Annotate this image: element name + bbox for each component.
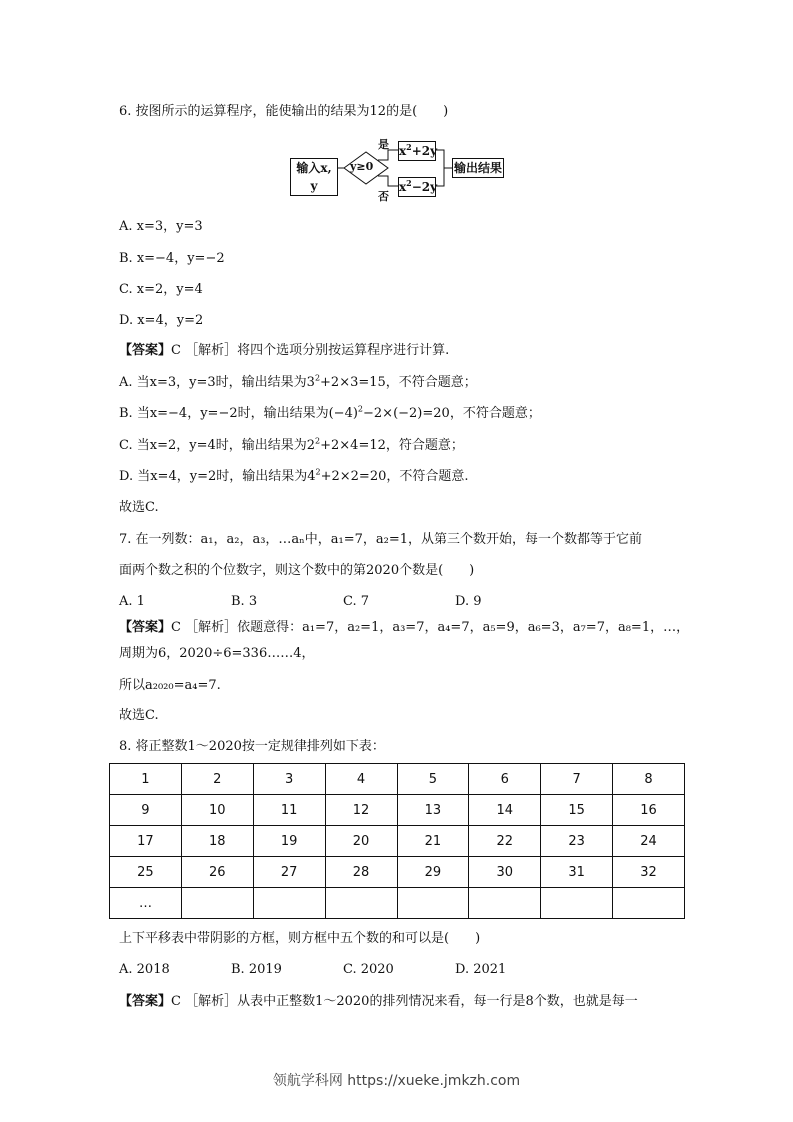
- table-cell: 3: [253, 764, 325, 795]
- table-cell: 5: [397, 764, 469, 795]
- output-box: 输出结果: [452, 158, 504, 178]
- table-cell: 6: [469, 764, 541, 795]
- table-cell: [469, 888, 541, 919]
- q8-stem: 8. 将正整数1～2020按一定规律排列如下表：: [119, 739, 385, 754]
- q7-option-b: B. 3: [231, 594, 258, 609]
- table-row: [110, 826, 685, 857]
- table-cell: 32: [613, 857, 685, 888]
- table-cell: 31: [541, 857, 613, 888]
- table-cell: 19: [253, 826, 325, 857]
- expr-no-box: $x^2-2y$: [398, 177, 436, 197]
- q6-option-a: A. x=3，y=3: [119, 219, 203, 234]
- q6-option-d: D. x=4，y=2: [119, 313, 204, 328]
- table-cell: 22: [469, 826, 541, 857]
- table-row: [110, 888, 685, 919]
- q8-option-b: B. 2019: [231, 962, 282, 977]
- table-cell: 9: [110, 795, 182, 826]
- table-cell: 29: [397, 857, 469, 888]
- q7-stem-2: 面两个数之积的个位数字，则这个数中的第2020个数是( ): [119, 563, 475, 578]
- footer-watermark: 领航学科网 https://xueke.jmkzh.com: [272, 1073, 521, 1089]
- table-cell: 15: [541, 795, 613, 826]
- table-cell: 13: [397, 795, 469, 826]
- q6-option-b: B. x=−4，y=−2: [119, 251, 225, 266]
- table-row: [110, 795, 685, 826]
- table-row: [110, 764, 685, 795]
- table-cell: 11: [253, 795, 325, 826]
- q8-option-d: D. 2021: [455, 962, 507, 977]
- table-cell: 17: [110, 826, 182, 857]
- table-cell: 21: [397, 826, 469, 857]
- table-cell: …: [110, 888, 182, 919]
- q7-options: [119, 593, 567, 611]
- condition-label: y≥0: [350, 160, 374, 173]
- table-cell: 16: [613, 795, 685, 826]
- q7-line-2: 周期为6，2020÷6=336……4，: [119, 646, 315, 661]
- expr-yes-box: $x^2+2y$: [398, 141, 436, 161]
- table-cell: [397, 888, 469, 919]
- q6-conclusion: 故选C.: [119, 500, 159, 515]
- q8-question: 上下平移表中带阴影的方框，则方框中五个数的和可以是( ): [119, 931, 481, 946]
- q7-conclusion: 故选C.: [119, 708, 159, 723]
- q6-analysis-c: C. 当x=2，y=4时，输出结果为$2^2+2\times 4=12$，符合题意；: [119, 436, 464, 453]
- table-cell: 2: [181, 764, 253, 795]
- table-cell: 7: [541, 764, 613, 795]
- q8-options: [119, 961, 567, 979]
- q6-analysis-d: D. 当x=4，y=2时，输出结果为$4^2+2\times 2=20$，不符合题意.: [119, 467, 469, 484]
- q8-option-a: A. 2018: [119, 962, 170, 977]
- no-label: 否: [378, 190, 389, 203]
- answer-tag: 【答案】: [119, 620, 172, 635]
- table-cell: 1: [110, 764, 182, 795]
- q6-option-c: C. x=2，y=4: [119, 282, 203, 297]
- q6-analysis-b: B. 当x=−4，y=−2时，输出结果为$(-4)^2-2\times(-2)=20$，不符合题意；: [119, 404, 541, 421]
- table-row: [110, 857, 685, 888]
- answer-tag: 【答案】: [119, 994, 172, 1009]
- q6-analysis-a: A. 当x=3，y=3时，输出结果为$3^2+2\times 3=15$，不符合题意；: [119, 373, 477, 390]
- table-cell: 25: [110, 857, 182, 888]
- input-box: 输入x, y: [290, 158, 338, 196]
- table-cell: 10: [181, 795, 253, 826]
- table-cell: 30: [469, 857, 541, 888]
- table-cell: 27: [253, 857, 325, 888]
- table-cell: 20: [325, 826, 397, 857]
- table-cell: [541, 888, 613, 919]
- table-cell: 18: [181, 826, 253, 857]
- answer-tag: 【答案】: [119, 343, 172, 358]
- q7-stem-1: 7. 在一列数：a₁，a₂，a₃，…aₙ中，a₁=7，a₂=1，从第三个数开始，每一个数都等于它前: [119, 532, 643, 547]
- q8-option-c: C. 2020: [343, 962, 394, 977]
- table-cell: 8: [613, 764, 685, 795]
- q7-option-a: A. 1: [119, 594, 145, 609]
- q7-option-d: D. 9: [455, 594, 482, 609]
- q6-stem: 6. 按图所示的运算程序，能使输出的结果为12的是( ): [119, 104, 449, 119]
- table-cell: 4: [325, 764, 397, 795]
- table-cell: 28: [325, 857, 397, 888]
- table-cell: 23: [541, 826, 613, 857]
- q6-answer: 【答案】C ［解析］将四个选项分别按运算程序进行计算.: [119, 343, 450, 358]
- table-cell: 12: [325, 795, 397, 826]
- q7-option-c: C. 7: [343, 594, 370, 609]
- yes-label: 是: [378, 138, 389, 151]
- q8-answer: 【答案】C ［解析］从表中正整数1～2020的排列情况来看，每一行是8个数，也就是每一: [119, 994, 638, 1009]
- table-cell: 26: [181, 857, 253, 888]
- flowchart: [288, 140, 508, 202]
- table-cell: [613, 888, 685, 919]
- table-cell: [253, 888, 325, 919]
- table-cell: [181, 888, 253, 919]
- table-cell: [325, 888, 397, 919]
- number-table: [109, 763, 685, 919]
- q7-line-3: 所以a₂₀₂₀=a₄=7.: [119, 678, 221, 693]
- table-cell: 24: [613, 826, 685, 857]
- q7-answer: 【答案】C ［解析］依题意得：a₁=7，a₂=1，a₃=7，a₄=7，a₅=9，a₆=3，a₇=7，a₈=1，…，: [119, 620, 690, 635]
- table-cell: 14: [469, 795, 541, 826]
